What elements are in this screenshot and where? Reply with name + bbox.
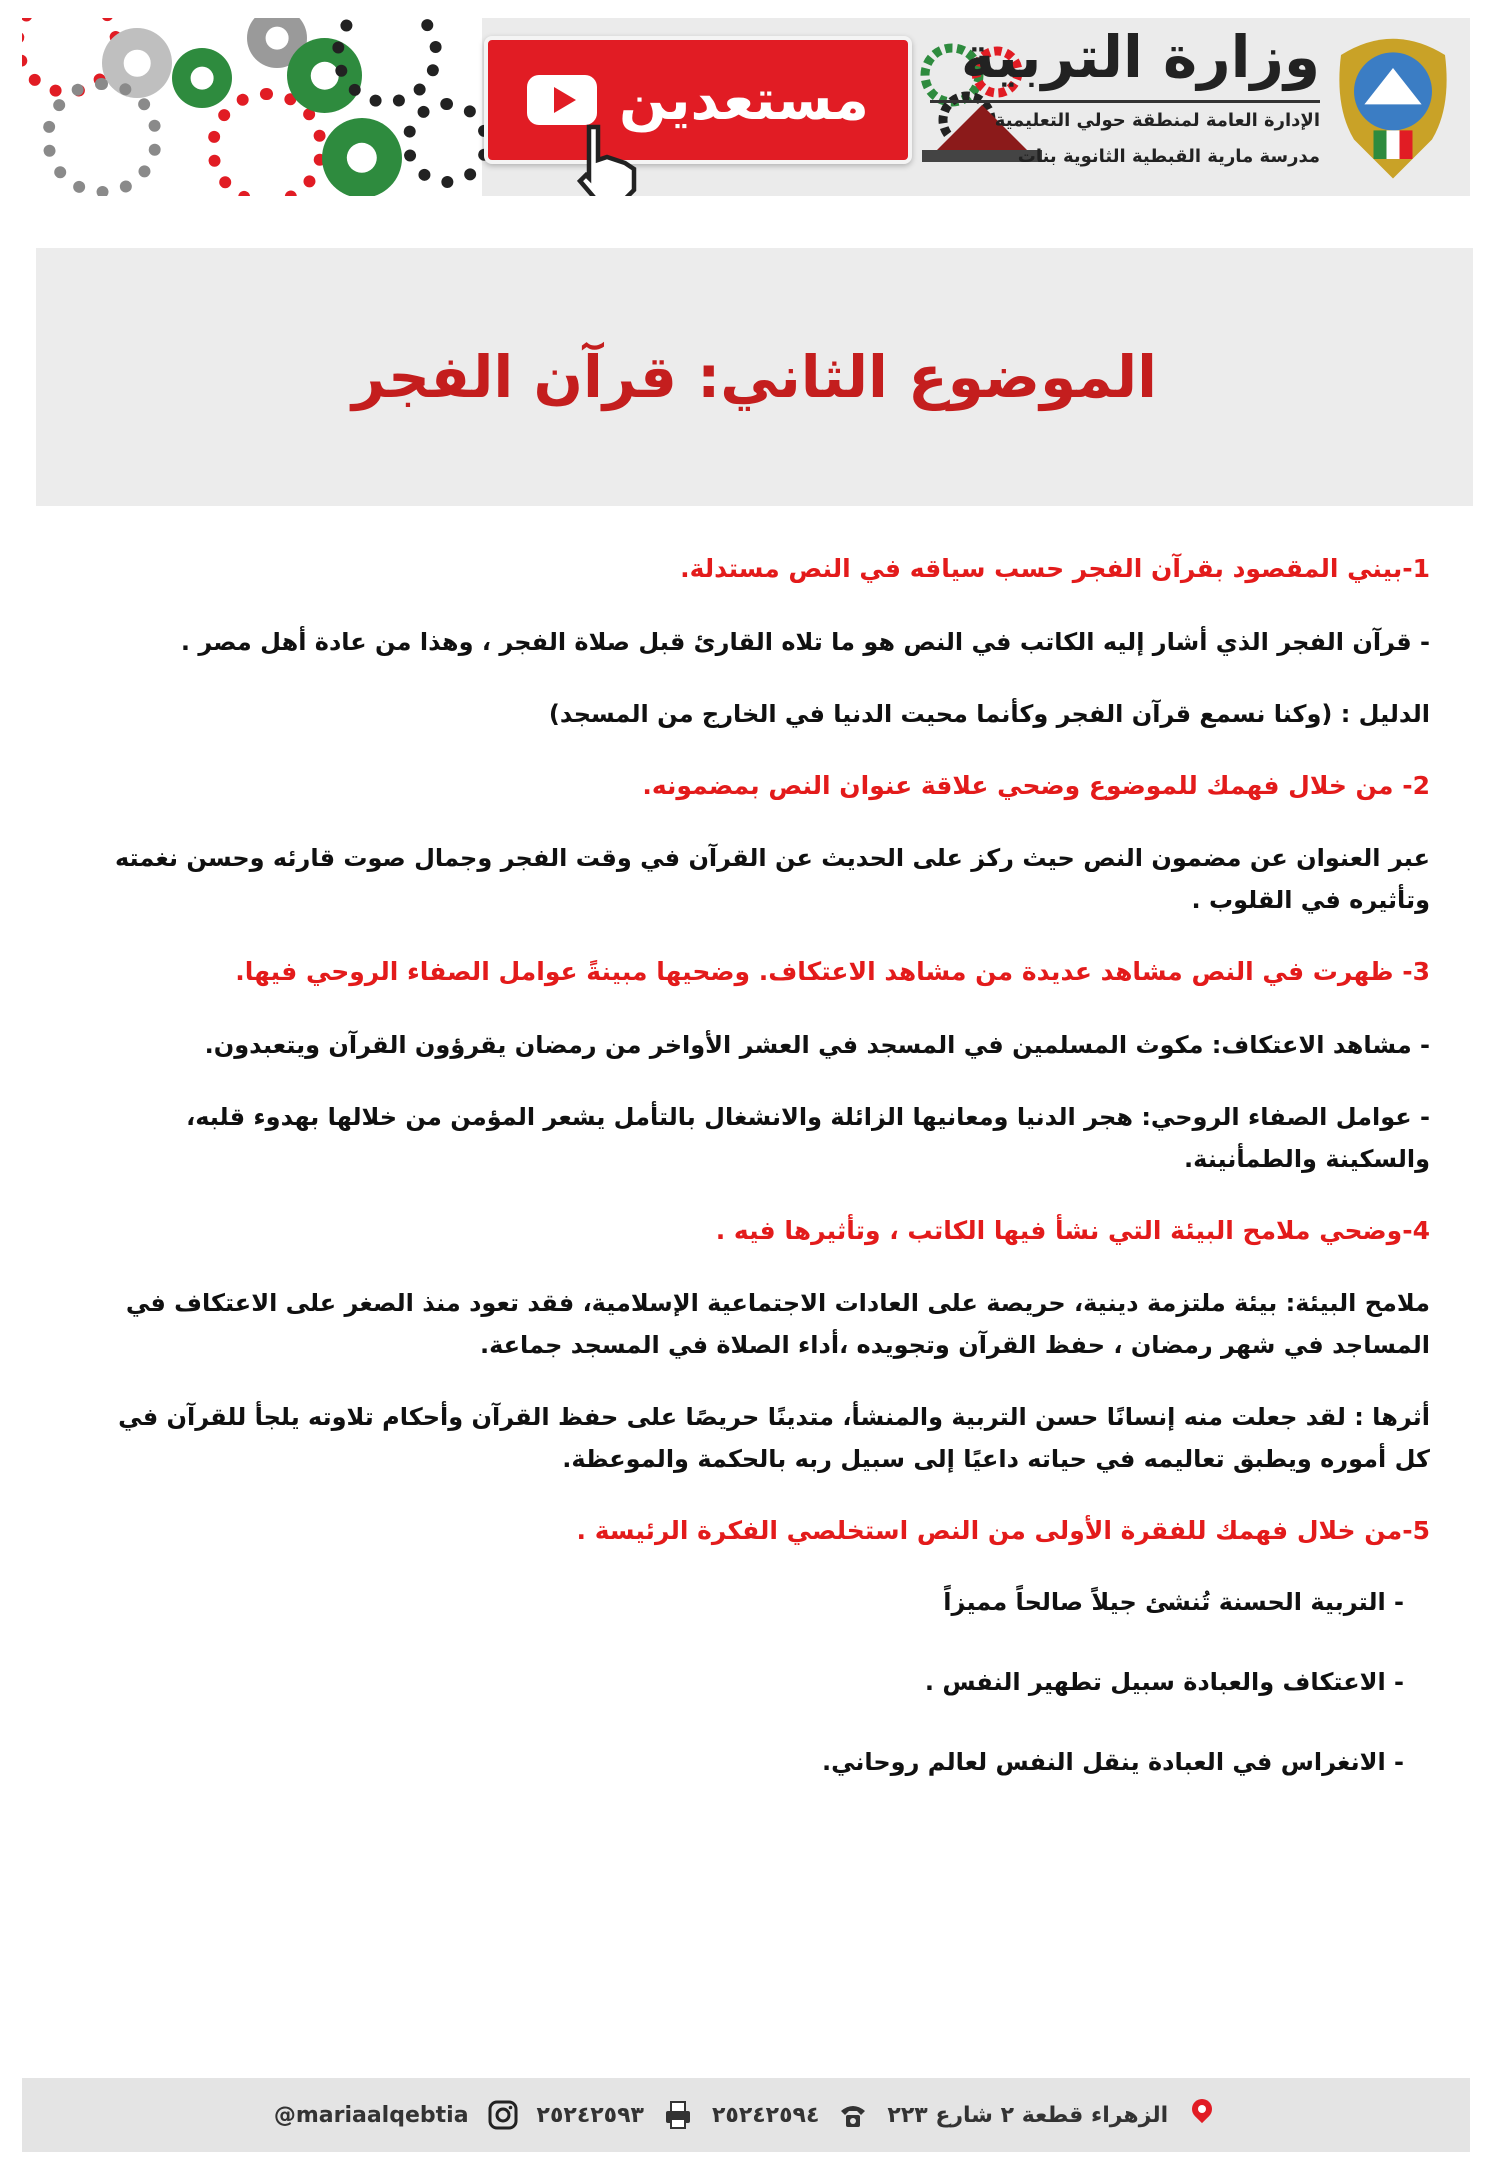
phone-icon — [837, 2099, 869, 2131]
main-ideas-list — [80, 1583, 1430, 1782]
footer-phone: ٢٥٢٤٢٥٩٤ — [711, 2102, 820, 2128]
school-name: مدرسة مارية القبطية الثانوية بنات — [1017, 146, 1320, 167]
answer-4b: أثرها : لقد جعلت منه إنسانًا حسن التربية والمنشأ، متدينًا حريصًا على حفظ القرآن وأحكام تلاوته يلجأ للقرآن في كل أموره ويطبق تعاليمه في حياته داعيًا إلى سبيل ربه بالحكمة والموعظة. — [118, 1403, 1430, 1473]
page-title: الموضوع الثاني: قرآن الفجر — [352, 343, 1158, 411]
header-banner — [22, 18, 1470, 196]
location-pin-icon — [1186, 2099, 1218, 2131]
list-item: - الانغراس في العبادة ينقل النفس لعالم روحاني. — [821, 1748, 1404, 1777]
answer-1a: - قرآن الفجر الذي أشار إليه الكاتب في النص هو ما تلاه القارئ قبل صلاة الفجر ، وهذا من عادة أهل مصر . — [180, 627, 1430, 656]
kuwait-emblem-icon — [1328, 28, 1458, 186]
answer-3a: - مشاهد الاعتكاف: مكوث المسلمين في المسجد في العشر الأواخر من رمضان يقرؤون القرآن ويتعبدون. — [204, 1030, 1430, 1059]
question-1: 1-بيني المقصود بقرآن الفجر حسب سياقه في النص مستدلة. — [680, 554, 1430, 583]
answer-1b: الدليل : (وكنا نسمع قرآن الفجر وكأنما محيت الدنيا في الخارج من المسجد) — [548, 699, 1430, 728]
ministry-divider — [930, 100, 1320, 103]
answer-2: عبر العنوان عن مضمون النص حيث ركز على الحديث عن القرآن في وقت الفجر وجمال صوت قارئه وحسن نغمته وتأثيره في القلوب . — [114, 844, 1430, 914]
subscribe-label: مستعدين — [619, 67, 869, 133]
footer-social-handle[interactable]: @mariaalqebtia — [273, 2102, 469, 2128]
instagram-icon — [487, 2099, 519, 2131]
footer-address: الزهراء قطعة ٢ شارع ٢٢٣ — [887, 2102, 1169, 2128]
list-item: - التربية الحسنة تُنشئ جيلاً صالحاً مميزاً — [943, 1587, 1404, 1616]
question-2: 2- من خلال فهمك للموضوع وضحي علاقة عنوان النص بمضمونه. — [642, 770, 1430, 800]
gears-decoration — [22, 18, 482, 196]
worksheet-content — [80, 548, 1430, 1824]
footer-bar — [22, 2078, 1470, 2152]
question-5: 5-من خلال فهمك للفقرة الأولى من النص استخلصي الفكرة الرئيسة . — [576, 1516, 1430, 1545]
fax-icon — [662, 2099, 694, 2131]
gear-icon — [172, 48, 232, 108]
district-name: الإدارة العامة لمنطقة حولي التعليمية — [994, 110, 1320, 131]
list-item: - الاعتكاف والعبادة سبيل تطهير النفس . — [924, 1667, 1404, 1696]
question-3: 3- ظهرت في النص مشاهد عديدة من مشاهد الاعتكاف. وضحيها مبينةً عوامل الصفاء الروحي فيها. — [235, 957, 1430, 986]
ministry-title: وزارة التربية — [960, 23, 1320, 91]
subscribe-button[interactable] — [484, 36, 912, 164]
gear-icon — [322, 118, 402, 196]
footer-fax: ٢٥٢٤٢٥٩٣ — [536, 2102, 644, 2128]
hand-cursor-icon — [562, 118, 652, 196]
answer-4a: ملامح البيئة: بيئة ملتزمة دينية، حريصة على العادات الاجتماعية الإسلامية، فقد تعود منذ الصغر على الاعتكاف في المساجد في شهر رمضان ، حفظ القرآن وتجويده ،أداء الصلاة في المسجد جماعة. — [125, 1289, 1430, 1359]
title-box — [36, 248, 1473, 506]
question-4: 4-وضحي ملامح البيئة التي نشأ فيها الكاتب ، وتأثيرها فيه . — [715, 1215, 1430, 1245]
gear-icon — [402, 98, 492, 188]
gear-icon — [42, 78, 162, 196]
answer-3b: - عوامل الصفاء الروحي: هجر الدنيا ومعانيها الزائلة والانشغال بالتأمل يشعر المؤمن من خلالها بهدوء قلبه، والسكينة والطمأنينة. — [186, 1102, 1430, 1173]
